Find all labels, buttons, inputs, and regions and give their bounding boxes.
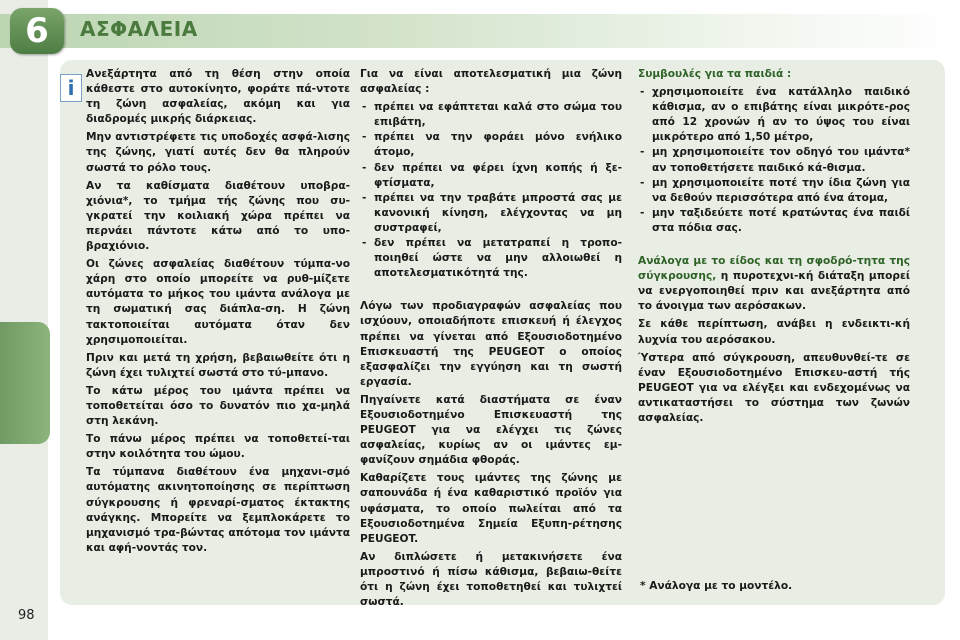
requirements-list bbox=[360, 100, 622, 281]
children-advice-list bbox=[638, 85, 910, 236]
pretensioner-heading: Ανάλογα με το είδος και τη σφοδρό-τητα της σύγκρουσης, bbox=[638, 255, 910, 283]
list-item: - μην ταξιδεύετε ποτέ κρατώντας ένα παιδί στα πόδια σας. bbox=[638, 206, 910, 236]
info-icon: i bbox=[60, 74, 82, 102]
list-item: - πρέπει να την τραβάτε μπροστά σας με κανονική κίνηση, ελέγχοντας να μη συστραφεί, bbox=[360, 191, 622, 236]
spacer bbox=[360, 287, 622, 299]
list-item: - πρέπει να την φοράει μόνο ενήλικο άτομο, bbox=[360, 130, 622, 160]
pretensioner-text: η πυροτεχνι-κή διάταξη μπορεί να ενεργοποιηθεί πριν και ανεξάρτητα από το άνοιγμα των αερόσακων. bbox=[638, 270, 910, 313]
list-item: - χρησιμοποιείτε ένα κατάλληλο παιδικό κάθισμα, αν ο επιβάτης είναι μικρότε-ρος από 12 χρονών ή αν το ύψος του είναι μικρότερο από 1,50 μέτρο, bbox=[638, 85, 910, 145]
list-item: - δεν πρέπει να φέρει ίχνη κοπής ή ξε-φτίσματα, bbox=[360, 161, 622, 191]
column-2 bbox=[360, 67, 622, 613]
paragraph: Ύστερα από σύγκρουση, απευθυνθεί-τε σε έναν Εξουσιοδοτημένο Επισκευ-αστή τής PEUGEOT για να ελέγξει και ενδεχομένως να αντικαταστήσει το σύστημα των ζωνών ασφαλείας. bbox=[638, 351, 910, 424]
column-1 bbox=[86, 67, 350, 559]
paragraph: Ανεξάρτητα από τη θέση στην οποία κάθεστε στο αυτοκίνητο, φοράτε πά-ντοτε τη ζώνη ασφαλείας, ακόμη και για διαδρομές μικρής διάρκειας. bbox=[86, 68, 350, 126]
page-title: ΑΣΦΑΛΕΙΑ bbox=[80, 17, 198, 41]
paragraph: Αν διπλώσετε ή μετακινήσετε ένα μπροστινό ή πίσω κάθισμα, βεβαιω-θείτε ότι η ζώνη έχει τοποθετηθεί και τυλιχτεί σωστά. bbox=[360, 550, 622, 609]
chapter-number-badge: 6 bbox=[10, 8, 64, 54]
column-3 bbox=[638, 67, 910, 429]
intro-text: Για να είναι αποτελεσματική μια ζώνη ασφαλείας : bbox=[360, 68, 622, 96]
paragraph: Αν τα καθίσματα διαθέτουν υποβρα-χιόνια*, το τμήμα τής ζώνης που συ-γκρατεί την κοιλιακή χώρα πρέπει να περνάει πάντοτε κάτω από το υπο-βραχιόνιο. bbox=[86, 179, 350, 253]
list-item: - δεν πρέπει να μετατραπεί η τροπο-ποιηθεί ώστε να μην αλλοιωθεί η αποτελεσματικότητά της. bbox=[360, 236, 622, 281]
paragraph: Το πάνω μέρος πρέπει να τοποθετεί-ται στην κοιλότητα του ώμου. bbox=[86, 433, 350, 461]
paragraph: Πριν και μετά τη χρήση, βεβαιωθείτε ότι η ζώνη έχει τυλιχτεί σωστά στο τύ-μπανο. bbox=[86, 351, 350, 379]
children-advice-heading: Συμβουλές για τα παιδιά : bbox=[638, 68, 792, 80]
spacer bbox=[638, 242, 910, 254]
paragraph: Καθαρίζετε τους ιμάντες της ζώνης με σαπουνάδα ή ένα καθαριστικό προϊόν για υφάσματα, το οποίο πωλείται από τα Εξουσιοδοτημένα Σημεία Εξυπη-ρέτησης PEUGEOT. bbox=[360, 472, 622, 545]
paragraph: Λόγω των προδιαγραφών ασφαλείας που ισχύουν, οποιαδήποτε επισκευή ή έλεγχος πρέπει να γίνεται από Εξουσιοδοτημένο Επισκευαστή της PEUGEOT ο οποίος εξασφαλίζει την εγγύηση και τη σωστή εργασία. bbox=[360, 300, 622, 388]
page-number: 98 bbox=[18, 608, 35, 623]
paragraph: Οι ζώνες ασφαλείας διαθέτουν τύμπα-νο χάρη στο οποίο μπορείτε να ρυθ-μίζετε αυτόματα το μήκος του ιμάντα ανάλογα με τη σωματική σας διάπλα-ση. Η ζώνη τακτοποιείται αυτόματα όταν δεν χρησιμοποιείται. bbox=[86, 258, 350, 346]
list-item: - πρέπει να εφάπτεται καλά στο σώμα του επιβάτη, bbox=[360, 100, 622, 130]
paragraph: Πηγαίνετε κατά διαστήματα σε έναν Εξουσιοδοτημένο Επισκευαστή της PEUGEOT για να ελέγχει τις ζώνες ασφαλείας, κυρίως αν οι ιμάντες εμ-φανίζουν σημάδια φθοράς. bbox=[360, 393, 622, 467]
pretensioner-paragraph bbox=[638, 254, 910, 314]
paragraph: Σε κάθε περίπτωση, ανάβει η ενδεικτι-κή λυχνία του αερόσακου. bbox=[638, 318, 910, 346]
paragraph: Μην αντιστρέφετε τις υποδοχές ασφά-λισης της ζώνης, γιατί αυτές δεν θα πληρούν σωστά το ρόλο τους. bbox=[86, 131, 350, 174]
chapter-tab bbox=[0, 322, 50, 444]
footnote: * Ανάλογα με το μοντέλο. bbox=[640, 580, 793, 592]
list-item: - μη χρησιμοποιείτε τον οδηγό του ιμάντα* αν τοποθετήσετε παιδικό κά-θισμα. bbox=[638, 145, 910, 175]
side-bar bbox=[0, 0, 48, 640]
paragraph: Τα τύμπανα διαθέτουν ένα μηχανι-σμό αυτόματης ακινητοποίησης σε περίπτωση σύγκρουσης ή φρεναρί-σματος έκτακτης ανάγκης. Μπορείτε να ξεμπλοκάρετε το μηχανισμό τρα-βώντας απότομα τον ιμάντα και αφή-νοντάς τον. bbox=[86, 466, 350, 554]
list-item: - μη χρησιμοποιείτε ποτέ την ίδια ζώνη για να δεθούν περισσότερα από ένα άτομα, bbox=[638, 176, 910, 206]
paragraph: Το κάτω μέρος του ιμάντα πρέπει να τοποθετείται όσο το δυνατόν πιο χα-μηλά στη λεκάνη. bbox=[86, 384, 350, 428]
